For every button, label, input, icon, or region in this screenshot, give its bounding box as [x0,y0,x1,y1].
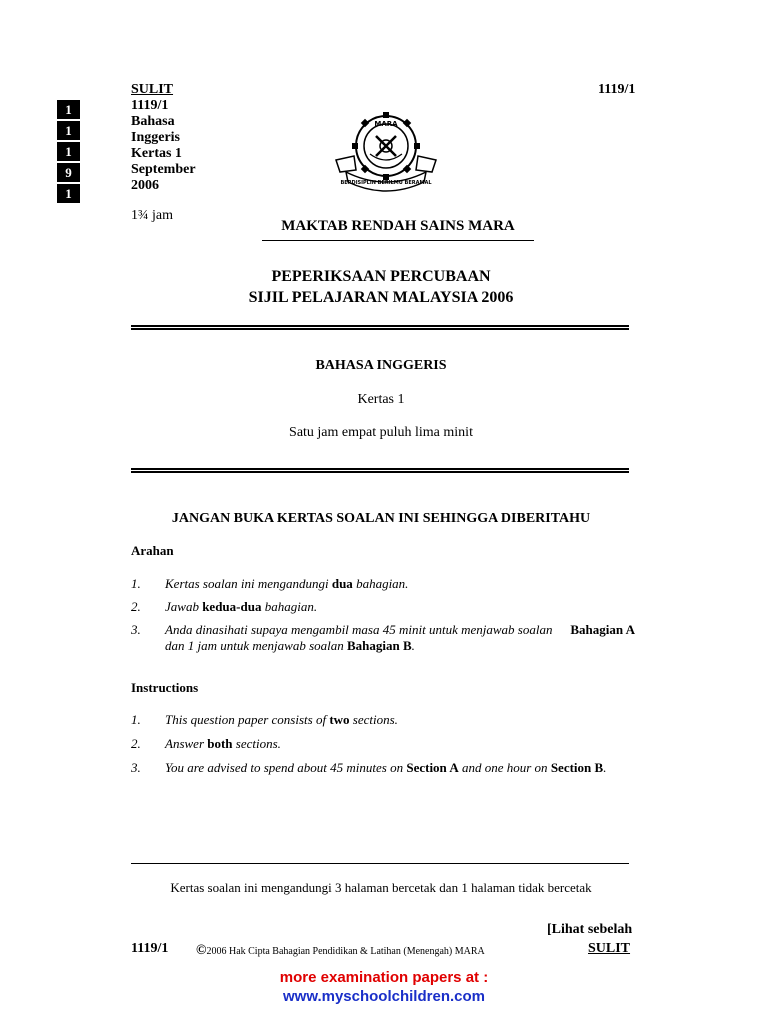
header-line: 1119/1 [131,98,169,113]
promo-text: more examination papers at : [279,969,489,986]
turn-over-note: [Lihat sebelah [547,922,633,937]
arahan-heading: Arahan [131,543,174,558]
code-digit: 1 [57,184,80,203]
item-bold: Bahagian B [347,638,412,653]
double-rule [131,325,629,330]
exam-title-line1: PEPERIKSAAN PERCUBAAN [271,268,491,285]
paper-code-right: 1119/1 [598,82,636,97]
item-bold: two [329,712,350,727]
item-text: This question paper consists of [165,712,330,727]
item-text: You are advised to spend about 45 minutes on [165,760,407,775]
instructions-heading: Instructions [131,680,199,695]
divider [131,863,629,864]
time-allowed: Satu jam empat puluh lima minit [289,425,473,440]
school-name: MAKTAB RENDAH SAINS MARA [281,218,515,234]
paper-header [131,82,196,194]
item-bold: Bahagian A [570,622,635,637]
subject-title: BAHASA INGGERIS [315,358,447,373]
header-line: Inggeris [131,130,180,145]
header-line: September [131,162,196,177]
logo-motto: BERDISIPLIN BERILMU BERAMAL [340,180,432,186]
item-text: sections. [232,736,281,751]
header-line: 2006 [131,178,159,193]
code-digit: 1 [57,142,80,161]
warning-text: JANGAN BUKA KERTAS SOALAN INI SEHINGGA DIBERITAHU [171,511,591,526]
item-text: Jawab [165,599,203,614]
item-text: bahagian. [352,576,409,591]
header-line: Bahasa [131,114,175,129]
item-text: bahagian. [261,599,318,614]
code-digit: 9 [57,163,80,182]
footer-code: 1119/1 [131,941,169,956]
item-bold: Section A [406,760,459,775]
item-bold: Section B [550,760,604,775]
code-digit: 1 [57,121,80,140]
item-text: Kertas soalan ini mengandungi [165,576,332,591]
item-number: 2. [131,599,141,614]
copyright-symbol: © [196,943,207,958]
duration-text: 1¾ jam [131,208,173,223]
item-number: 3. [131,622,141,637]
sulit-footer: SULIT [588,941,631,956]
code-digit: 1 [57,100,80,119]
divider [262,240,534,241]
paper-number: Kertas 1 [357,392,405,407]
item-text: . [411,638,415,653]
exam-title-line2: SIJIL PELAJARAN MALAYSIA 2006 [248,289,514,306]
paper-code-strip [57,100,80,205]
copyright [196,943,485,959]
item-number: 2. [131,736,141,751]
mrsm-crest-icon [332,108,440,196]
copyright-text: 2006 Hak Cipta Bahagian Pendidikan & Latihan (Menengah) MARA [206,946,485,957]
item-text: and one hour on [458,760,551,775]
logo-top-text: MARA [374,120,398,128]
item-text: dan 1 jam untuk menjawab soalan [165,638,347,653]
item-text: . [603,760,607,775]
item-text: sections. [349,712,398,727]
promo-link[interactable]: www.myschoolchildren.com [283,988,485,1005]
item-bold: dua [331,576,353,591]
item-text: Answer [165,736,208,751]
list-item [131,622,636,656]
item-number: 1. [131,712,141,727]
item-bold: both [207,736,233,751]
item-number: 3. [131,760,141,775]
page-count-note: Kertas soalan ini mengandungi 3 halaman bercetak dan 1 halaman tidak bercetak [170,880,592,895]
header-line: Kertas 1 [131,146,182,161]
item-bold: kedua-dua [202,599,262,614]
double-rule [131,468,629,473]
sulit-label: SULIT [131,82,174,97]
item-number: 1. [131,576,141,591]
item-text: Anda dinasihati supaya mengambil masa 45 minit untuk menjawab soalan [165,622,553,637]
